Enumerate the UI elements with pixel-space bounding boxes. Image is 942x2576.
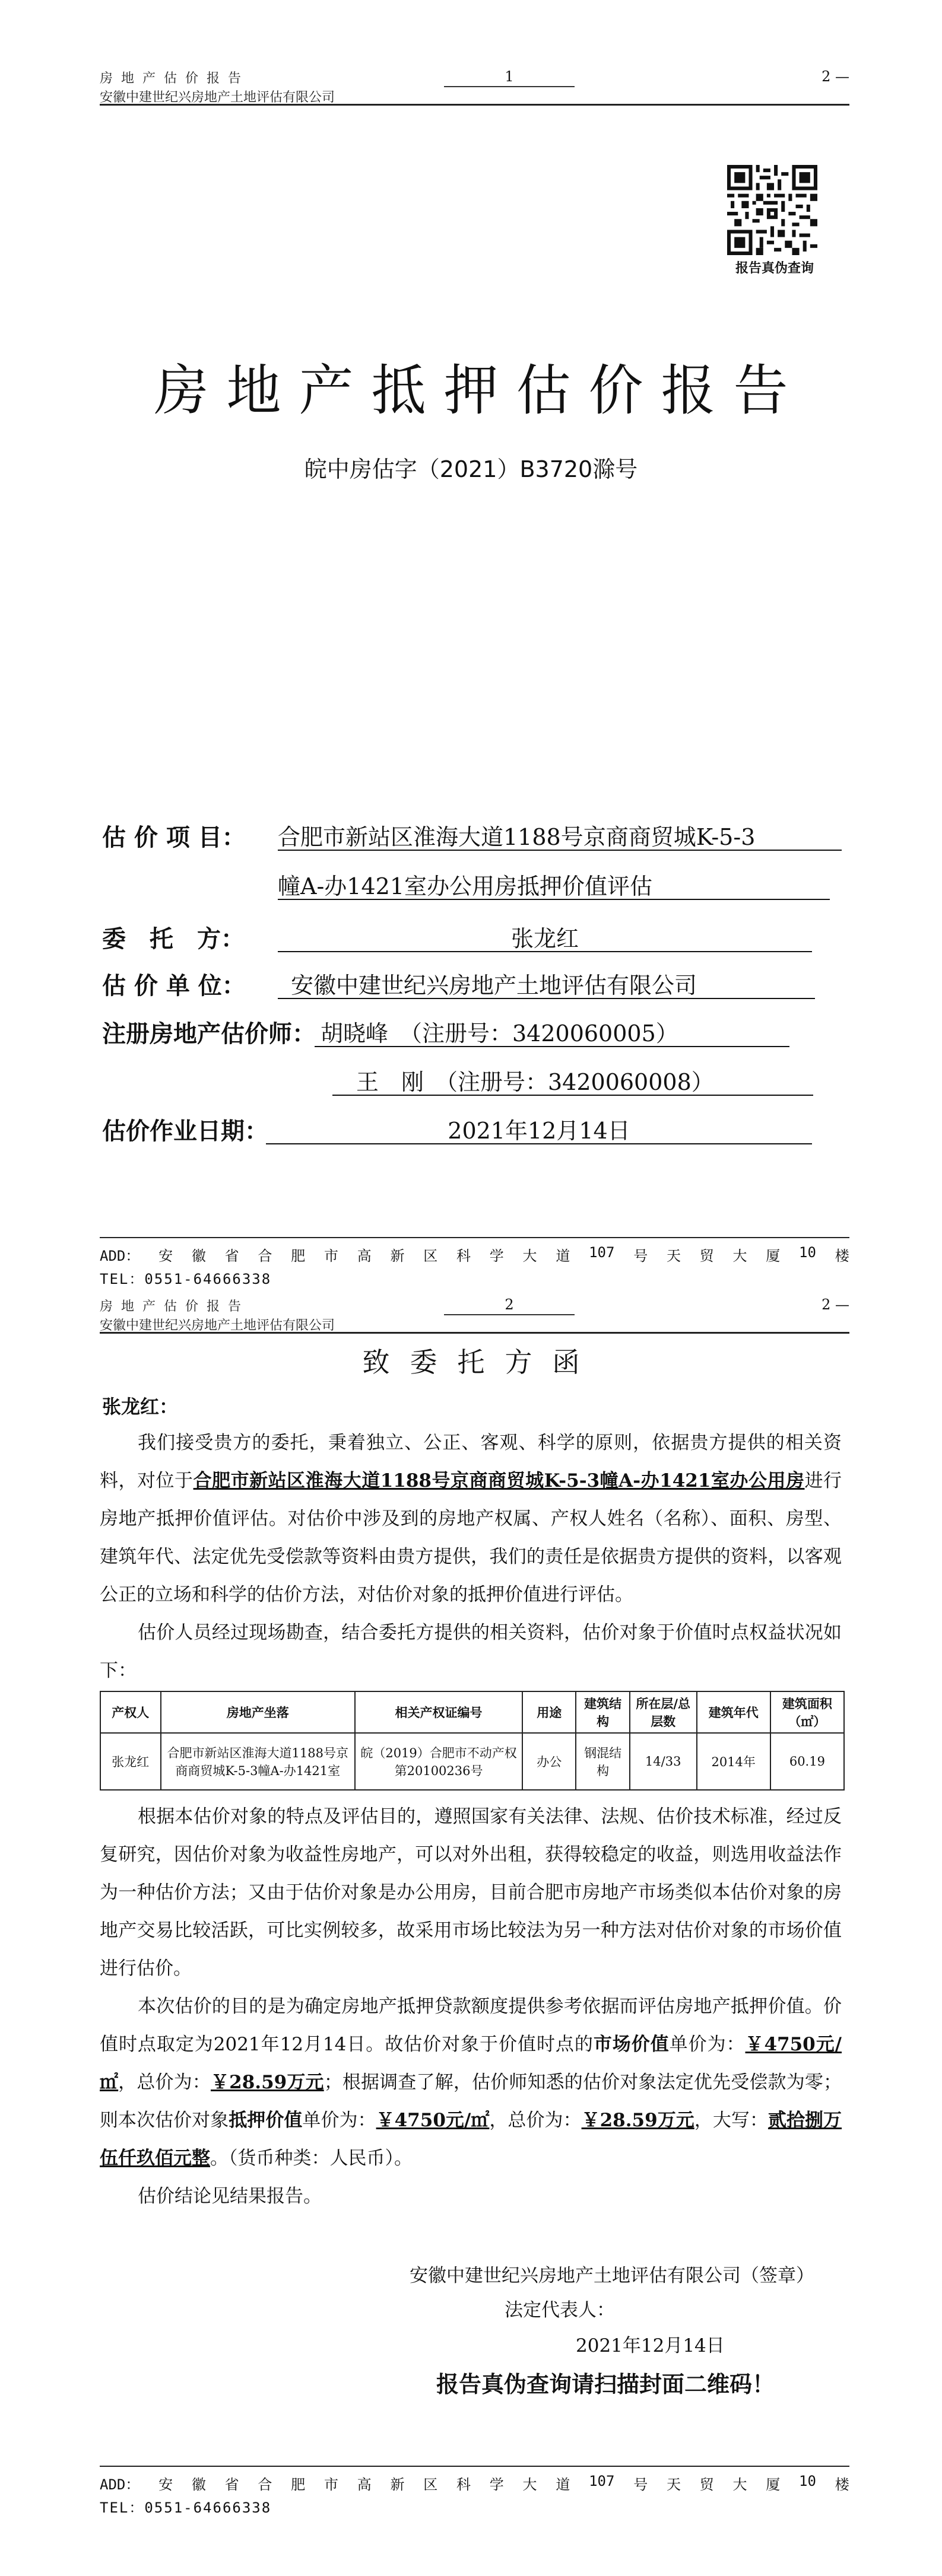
amount-in-words: 贰拾捌万伍仟玖佰元整 — [100, 2110, 842, 2169]
col-structure: 建筑结构 — [576, 1691, 629, 1733]
qr-code-icon[interactable] — [727, 165, 817, 255]
authenticity-notice: 报告真伪查询请扫描封面二维码！ — [436, 2371, 775, 2397]
appraisers-label: 注册房地产估价师： — [102, 1020, 316, 1048]
market-unit-price: ￥4750元/㎡ — [100, 2034, 842, 2093]
col-area: 建筑面积（㎡） — [770, 1691, 844, 1733]
footer-rule — [100, 1237, 849, 1238]
appraiser-2-underline — [332, 1095, 813, 1096]
qr-caption: 报告真伪查询 — [735, 261, 814, 276]
footer-rule — [100, 2466, 849, 2467]
page1-footer — [100, 1237, 849, 1288]
report-main-title: 房地产抵押估价报告 — [154, 359, 806, 422]
col-year: 建筑年代 — [697, 1691, 770, 1733]
footer-tel: TEL：0551-64666338 — [100, 1271, 272, 1287]
page-number-underline — [444, 1314, 575, 1315]
date-label: 估价作业日期： — [102, 1118, 268, 1145]
letter-title: 致委托方函 — [362, 1346, 600, 1378]
project-underline-2 — [278, 899, 830, 900]
table-row: 张龙红 合肥市新站区淮海大道1188号京商商贸城K-5-3幢A-办1421室 皖（2019）合肥市不动产权第20100236号 办公 钢混结构 14/33 2014年 60.19 — [100, 1733, 844, 1790]
market-total-price: ￥28.59万元 — [210, 2072, 324, 2093]
appraiser-1: 胡晓峰 （注册号：3420060005） — [321, 1020, 678, 1047]
total-pages-marker: 2 — — [822, 68, 849, 85]
client-value: 张龙红 — [510, 926, 579, 952]
signature-legal-rep: 法定代表人： — [505, 2300, 615, 2321]
footer-address: ADD： 安 徽 省 合 肥 市 高 新 区 科 学 大 道 107 号 天 贸 大 厦 10 楼 — [100, 1244, 849, 1264]
date-value: 2021年12月14日 — [448, 1118, 630, 1144]
mortgage-total-price: ￥28.59万元 — [581, 2110, 694, 2131]
table-header-row — [100, 1691, 844, 1733]
report-doc-number: 皖中房估字（2021）B3720滁号 — [304, 456, 638, 482]
project-value-line1: 合肥市新站区淮海大道1188号京商商贸城K-5-3 — [278, 824, 756, 850]
letter-paragraph-5: 估价结论见结果报告。 — [138, 2186, 322, 2207]
total-pages-marker: 2 — — [822, 1296, 849, 1313]
header-report-title: 房地产估价报告 — [100, 71, 250, 86]
col-owner: 产权人 — [100, 1691, 161, 1733]
header-rule — [100, 1332, 849, 1334]
mortgage-unit-price: ￥4750元/㎡ — [376, 2110, 490, 2131]
appraiser-1-underline — [315, 1046, 789, 1047]
letter-paragraph-3: 根据本估价对象的特点及评估目的，遵照国家有关法律、法规、估价技术标准，经过反复研究，因估价对象为收益性房地产，可以对外出租，获得较稳定的收益，则选用收益法作为一种估价方法；又由于估价对象是办公用房，目前合肥市房地产市场类似本估价对象的房地产交易比较活跃，可比实例较多，故采用市场比较法为另一种方法对估价对象的市场价值进行估价。 — [100, 1806, 842, 1979]
header-report-title: 房地产估价报告 — [100, 1299, 250, 1314]
col-usage: 用途 — [522, 1691, 576, 1733]
project-underline-1 — [278, 850, 842, 851]
page-number-underline — [444, 86, 575, 87]
signature-company: 安徽中建世纪兴房地产土地评估有限公司（签章） — [410, 2265, 814, 2286]
footer-address: ADD： 安 徽 省 合 肥 市 高 新 区 科 学 大 道 107 号 天 贸 大 厦 10 楼 — [100, 2473, 849, 2493]
col-certificate: 相关产权证编号 — [355, 1691, 522, 1733]
letter-salutation: 张龙红： — [102, 1395, 179, 1418]
letter-paragraph-1: 我们接受贵方的委托，秉着独立、公正、客观、科学的原则，依据贵方提供的相关资料，对位于合肥市新站区淮海大道1188号京商商贸城K-5-3幢A-办1421室办公用房进行房地产抵押价值评估。对估价中涉及到的房地产权属、产权人姓名（名称）、面积、房型、建筑年代、法定优先受偿款等资料由贵方提供，我们的责任是依据贵方提供的资料，以客观公正的立场和科学的估价方法，对估价对象的抵押价值进行评估。 — [100, 1432, 842, 1605]
appraiser-2: 王 刚 （注册号：3420060008） — [356, 1069, 714, 1095]
client-underline — [278, 951, 812, 952]
letter-paragraph-4: 本次估价的目的是为确定房地产抵押贷款额度提供参考依据而评估房地产抵押价值。价值时点取定为2021年12月14日。故估价对象于价值时点的市场价值单价为：￥4750元/㎡，总价为：￥28.59万元；根据调查了解，估价师知悉的估价对象法定优先受偿款为零；则本次估价对象抵押价值单价为：￥4750元/㎡，总价为：￥28.59万元，大写：贰拾捌万伍仟玖佰元整。（货币种类：人民币）。 — [100, 1996, 842, 2169]
client-label: 委 托 方： — [102, 926, 245, 953]
property-rights-table — [100, 1691, 845, 1791]
date-underline — [266, 1143, 812, 1144]
appraiser-unit-label: 估 价 单 位： — [102, 972, 246, 1000]
property-address: 合肥市新站区淮海大道1188号京商商贸城K-5-3幢A-办1421室办公用房 — [193, 1470, 805, 1491]
project-label: 估 价 项 目： — [102, 824, 246, 851]
page2-footer — [100, 2466, 849, 2517]
page1-header — [100, 68, 849, 139]
col-location: 房地产坐落 — [161, 1691, 355, 1733]
page-number: 2 — [505, 1296, 514, 1313]
header-rule — [100, 104, 849, 106]
appraiser-unit-underline — [278, 998, 815, 999]
project-value-line2: 幢A-办1421室办公用房抵押价值评估 — [278, 873, 652, 899]
col-floor: 所在层/总层数 — [630, 1691, 697, 1733]
header-company: 安徽中建世纪兴房地产土地评估有限公司 — [100, 1318, 335, 1333]
signature-date: 2021年12月14日 — [576, 2335, 725, 2356]
appraiser-unit-value: 安徽中建世纪兴房地产土地评估有限公司 — [291, 972, 697, 998]
footer-tel: TEL：0551-64666338 — [100, 2499, 272, 2516]
letter-paragraph-2: 估价人员经过现场勘查，结合委托方提供的相关资料，估价对象于价值时点权益状况如下： — [100, 1622, 842, 1681]
header-company: 安徽中建世纪兴房地产土地评估有限公司 — [100, 90, 335, 105]
page-number: 1 — [505, 68, 514, 85]
